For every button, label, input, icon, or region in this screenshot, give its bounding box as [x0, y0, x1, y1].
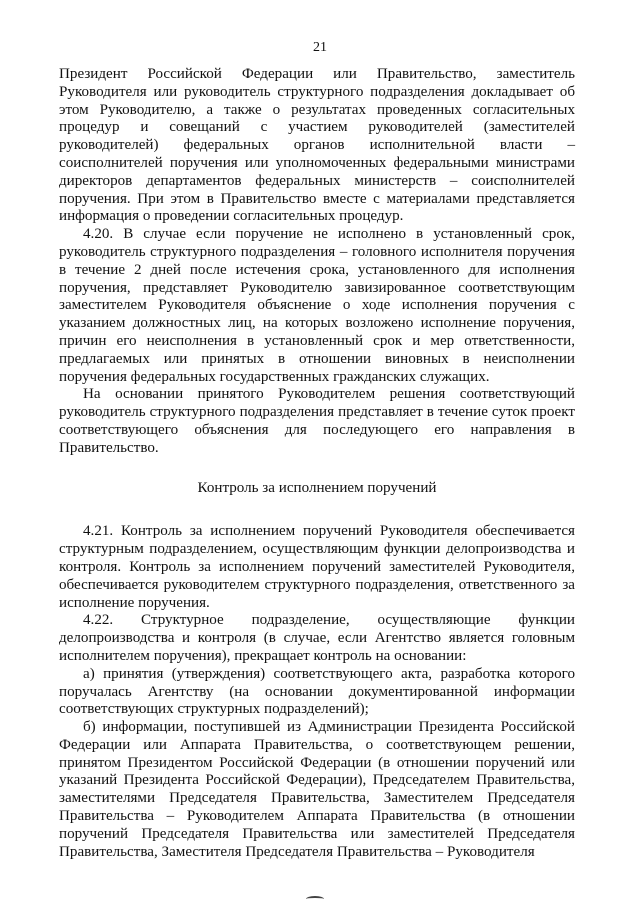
- section-heading: Контроль за исполнением поручений: [197, 479, 437, 496]
- page-number: 21: [313, 40, 327, 55]
- paragraph-4-22: 4.22. Структурное подразделение, осуществляющие функции делопроизводства и контроля (в случае, если Агентство является головным исполнителем поручения), прекращает контроль на основании:: [59, 612, 575, 664]
- list-item-b: б) информации, поступившей из Администрации Президента Российской Федерации или Аппарата Правительства, о соответствующем решении, принятом Президентом Российской Федерации (в отношении поручений или указаний Президента Российской Федерации), Председателем Правительства, заместителями Председателя Правительства, Заместителем Председателя Правительства – Руководителем Аппарата Правительства (в отношении поручений Председателя Правительства или заместителей Председателя Правительства, Заместителя Председателя Правительства – Руководителя: [59, 719, 575, 860]
- paragraph-continuation: Президент Российской Федерации или Правительство, заместитель Руководителя или руководитель структурного подразделения докладывает об этом Руководителю, а также о результатах проведенных согласительных процедур и совещаний с участием руководителей (заместителей руководителей) федеральных органов исполнительной власти – соисполнителей поручения или уполномоченных федеральными министрами директоров департаментов федеральных министерств – соисполнителей поручения. При этом в Правительство вместе с материалами представляется информация о проведении согласительных процедур.: [59, 66, 575, 225]
- paragraph-decision: На основании принятого Руководителем решения соответствующий руководитель структурного подразделения представляет в течение суток проект соответствующего объяснения для последующего его направления в Правительство.: [59, 386, 575, 456]
- list-item-a: а) принятия (утверждения) соответствующего акта, разработка которого поручалась Агентству (на основании документированной информации соответствующих структурных подразделений);: [59, 665, 575, 718]
- paragraph-4-21: 4.21. Контроль за исполнением поручений Руководителя обеспечивается структурным подразделением, осуществляющим функции делопроизводства и контроля. Контроль за исполнением поручений заместителей Руководителя, обеспечивается руководителем структурного подразделения, ответственного за исполнение поручения.: [59, 523, 575, 611]
- document-body: [59, 66, 575, 861]
- paragraph-4-20: 4.20. В случае если поручение не исполнено в установленный срок, руководитель структурного подразделения – головного исполнителя поручения в течение 2 дней после истечения срока, установленного для исполнения поручения, представляет Руководителю завизированное соответствующим заместителем Руководителя объяснение о ходе исполнения поручения с указанием должностных лиц, на которых возложено исполнение поручения, причин его неисполнения в установленный срок и мер ответственности, предлагаемых или принятых в отношении виновных в неисполнении поручения федеральных государственных гражданских служащих.: [59, 226, 575, 385]
- scan-edge-mark: [306, 896, 324, 902]
